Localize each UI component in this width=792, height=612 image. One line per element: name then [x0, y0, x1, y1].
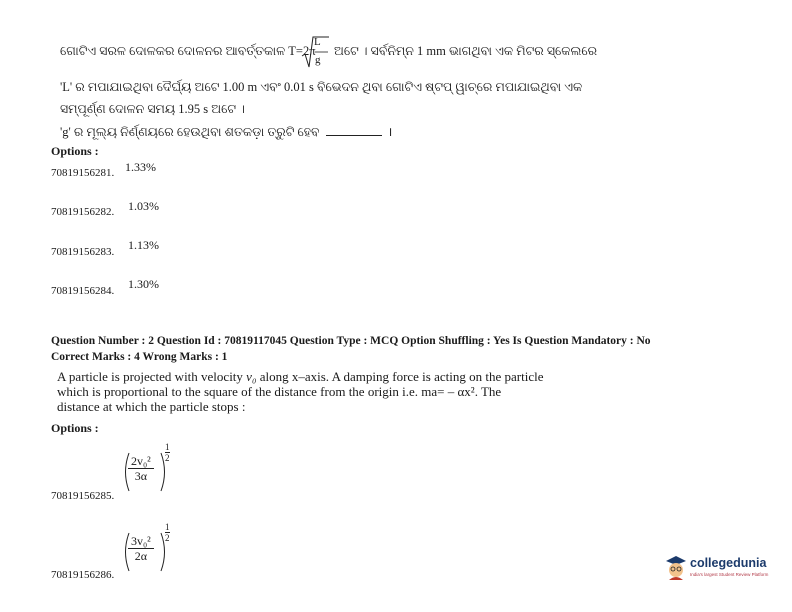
q2-text-line1-a: A particle is projected with velocity: [57, 369, 247, 384]
q1-option-2-id: 70819156282.: [51, 206, 115, 218]
q2-option-1-exponent: [165, 442, 170, 463]
q1-option-3-value[interactable]: 1.13%: [128, 238, 159, 252]
q2-option-1-denominator: 3α: [134, 469, 148, 483]
q1-line1-text-b: ଅଟେ । ସର୍ବନିମ୍ନ 1 mm ଭାଗଥିବା ଏକ ମିଟର ସ୍କେଲରେ: [334, 44, 598, 58]
q1-option-4-id: 70819156284.: [51, 285, 115, 297]
q2-option-2-exp-den: 2: [165, 533, 170, 543]
q2-option-2-exp-num: 1: [165, 522, 170, 532]
q1-line1-text-a: ଗୋଟିଏ ସରଳ ଦୋଳକର ଦୋଳନର ଆବର୍ତ୍ତକାଳ T=2π: [60, 44, 316, 58]
q2-velocity-var: v₀: [246, 369, 257, 384]
q2-option-2-id: 70819156286.: [51, 569, 115, 581]
q2-option-2-exponent: [165, 522, 170, 543]
q2-text-line2: which is proportional to the square of the distance from the origin i.e. ma= – αx². The: [57, 384, 502, 399]
collegedunia-logo: [664, 554, 774, 584]
answer-blank: [326, 135, 382, 136]
q1-line4-end: ।: [387, 125, 393, 139]
q2-option-1-exp-den: 2: [165, 453, 170, 463]
q1-line1: [60, 44, 316, 59]
q2-text-line1-b: along x–axis. A damping force is acting on the particle: [256, 369, 544, 384]
logo-name: collegedunia: [690, 556, 767, 570]
q2-text-line1: [57, 369, 543, 384]
q1-option-1-value[interactable]: 1.33%: [125, 160, 156, 174]
q1-option-2-value[interactable]: 1.03%: [128, 199, 159, 213]
logo-tagline: India's largest Student Review Platform: [690, 572, 769, 577]
q1-options-label: Options :: [51, 144, 99, 158]
q1-option-3-id: 70819156283.: [51, 246, 115, 258]
q1-line4-text: 'g' ର ମୂଲ୍ୟ ନିର୍ଣ୍ଣୟରେ ହେଉଥିବା ଶତକଡ଼ା ତ୍ରୁଟି ହେବ: [60, 125, 320, 139]
graduate-mascot-icon: [664, 554, 688, 582]
q2-meta-line2: Correct Marks : 4 Wrong Marks : 1: [51, 351, 228, 363]
q1-line4: [60, 123, 392, 140]
sqrt-numerator: L: [314, 36, 321, 48]
q2-options-label: Options :: [51, 421, 99, 435]
sqrt-denominator: g: [315, 54, 321, 66]
q2-option-1-id: 70819156285.: [51, 490, 115, 502]
q2-option-2-numerator: 3v₀²: [128, 534, 154, 549]
q2-text-line3: distance at which the particle stops :: [57, 399, 246, 414]
q1-line2: 'L' ର ମପାଯାଇଥିବା ଦୈର୍ଘ୍ୟ ଅଟେ 1.00 m ଏବଂ 0.01 s ବିଭେଦନ ଥିବା ଗୋଟିଏ ଷ୍ଟପ୍ ୱାଚ୍‌ରେ ମପାଯାଇଥିବା ଏକ: [60, 80, 583, 94]
q2-option-2-expression[interactable]: [122, 522, 182, 574]
q1-option-4-value[interactable]: 1.30%: [128, 277, 159, 291]
q2-option-2-denominator: 2α: [134, 549, 148, 563]
q2-option-1-expression[interactable]: [122, 442, 182, 494]
q2-option-1-exp-num: 1: [165, 442, 170, 452]
q2-option-1-numerator: 2v₀²: [128, 454, 154, 469]
q2-meta-line1: Question Number : 2 Question Id : 70819117045 Question Type : MCQ Option Shuffling : Yes Is Question Mandatory : No: [51, 335, 651, 347]
q1-line3: ସମ୍ପୂର୍ଣ୍ଣ ଦୋଳନ ସମୟ 1.95 s ଅଟେ ।: [60, 102, 245, 116]
q1-option-1-id: 70819156281.: [51, 167, 115, 179]
